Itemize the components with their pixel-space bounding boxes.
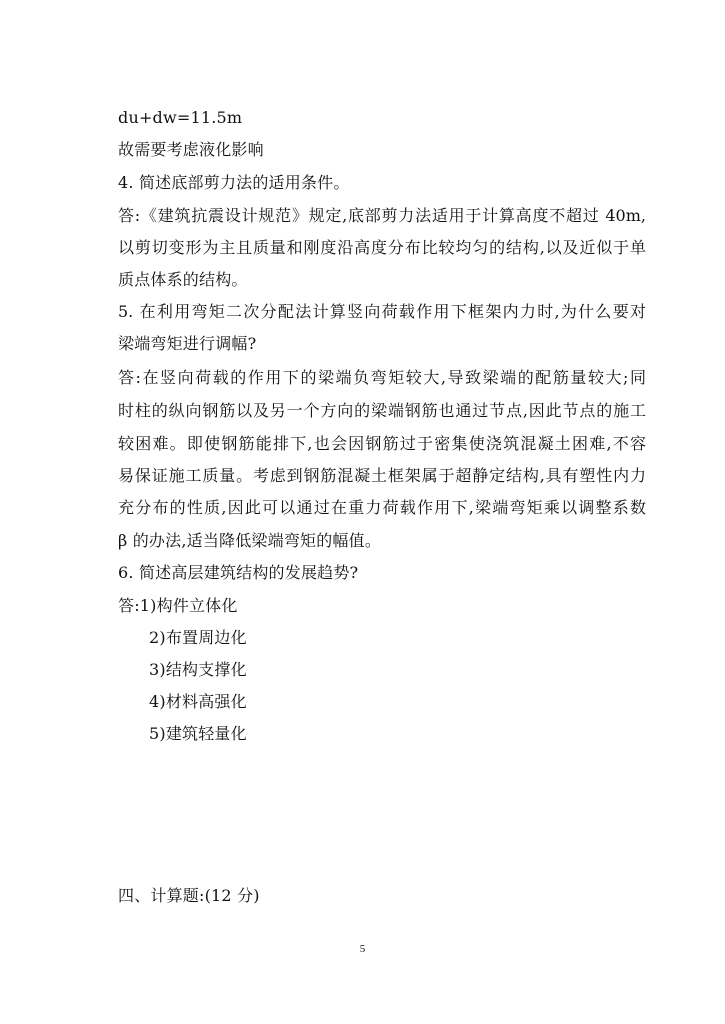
answer-4-line-1: 答:《建筑抗震设计规范》规定,底部剪力法适用于计算高度不超过 40m, <box>118 206 646 225</box>
answer-6-item-5: 5)建筑轻量化 <box>149 724 247 743</box>
answer-5-line-3: 较困难。即使钢筋能排下,也会因钢筋过于密集使浇筑混凝土困难,不容 <box>118 434 646 453</box>
section-heading: 四、计算题:(12 分) <box>118 886 260 905</box>
answer-6-item-1: 答:1)构件立体化 <box>118 596 238 615</box>
answer-5-line-1: 答:在竖向荷载的作用下的梁端负弯矩较大,导致梁端的配筋量较大;同 <box>118 368 646 387</box>
answer-5-line-5: 充分布的性质,因此可以通过在重力荷载作用下,梁端弯矩乘以调整系数 <box>118 498 646 517</box>
answer-4-line-2: 以剪切变形为主且质量和刚度沿高度分布比较均匀的结构,以及近似于单 <box>118 238 646 257</box>
answer-5-line-2: 时柱的纵向钢筋以及另一个方向的梁端钢筋也通过节点,因此节点的施工 <box>118 401 646 420</box>
answer-6-item-3: 3)结构支撑化 <box>149 660 247 679</box>
conclusion-line: 故需要考虑液化影响 <box>118 140 264 159</box>
page-number: 5 <box>359 943 366 955</box>
question-5-line-2: 梁端弯矩进行调幅? <box>118 334 257 353</box>
answer-5-line-4: 易保证施工质量。考虑到钢筋混凝土框架属于超静定结构,具有塑性内力 <box>118 466 646 485</box>
answer-5-line-6: β 的办法,适当降低梁端弯矩的幅值。 <box>118 531 382 550</box>
question-4: 4. 简述底部剪力法的适用条件。 <box>118 173 350 192</box>
answer-6-item-4: 4)材料高强化 <box>149 692 247 711</box>
question-6: 6. 简述高层建筑结构的发展趋势? <box>118 563 359 582</box>
question-5-line-1: 5. 在利用弯矩二次分配法计算竖向荷载作用下框架内力时,为什么要对 <box>118 302 646 321</box>
answer-4-line-3: 质点体系的结构。 <box>118 270 248 289</box>
formula-line: du+dw=11.5m <box>118 108 243 127</box>
answer-6-item-2: 2)布置周边化 <box>149 628 247 647</box>
